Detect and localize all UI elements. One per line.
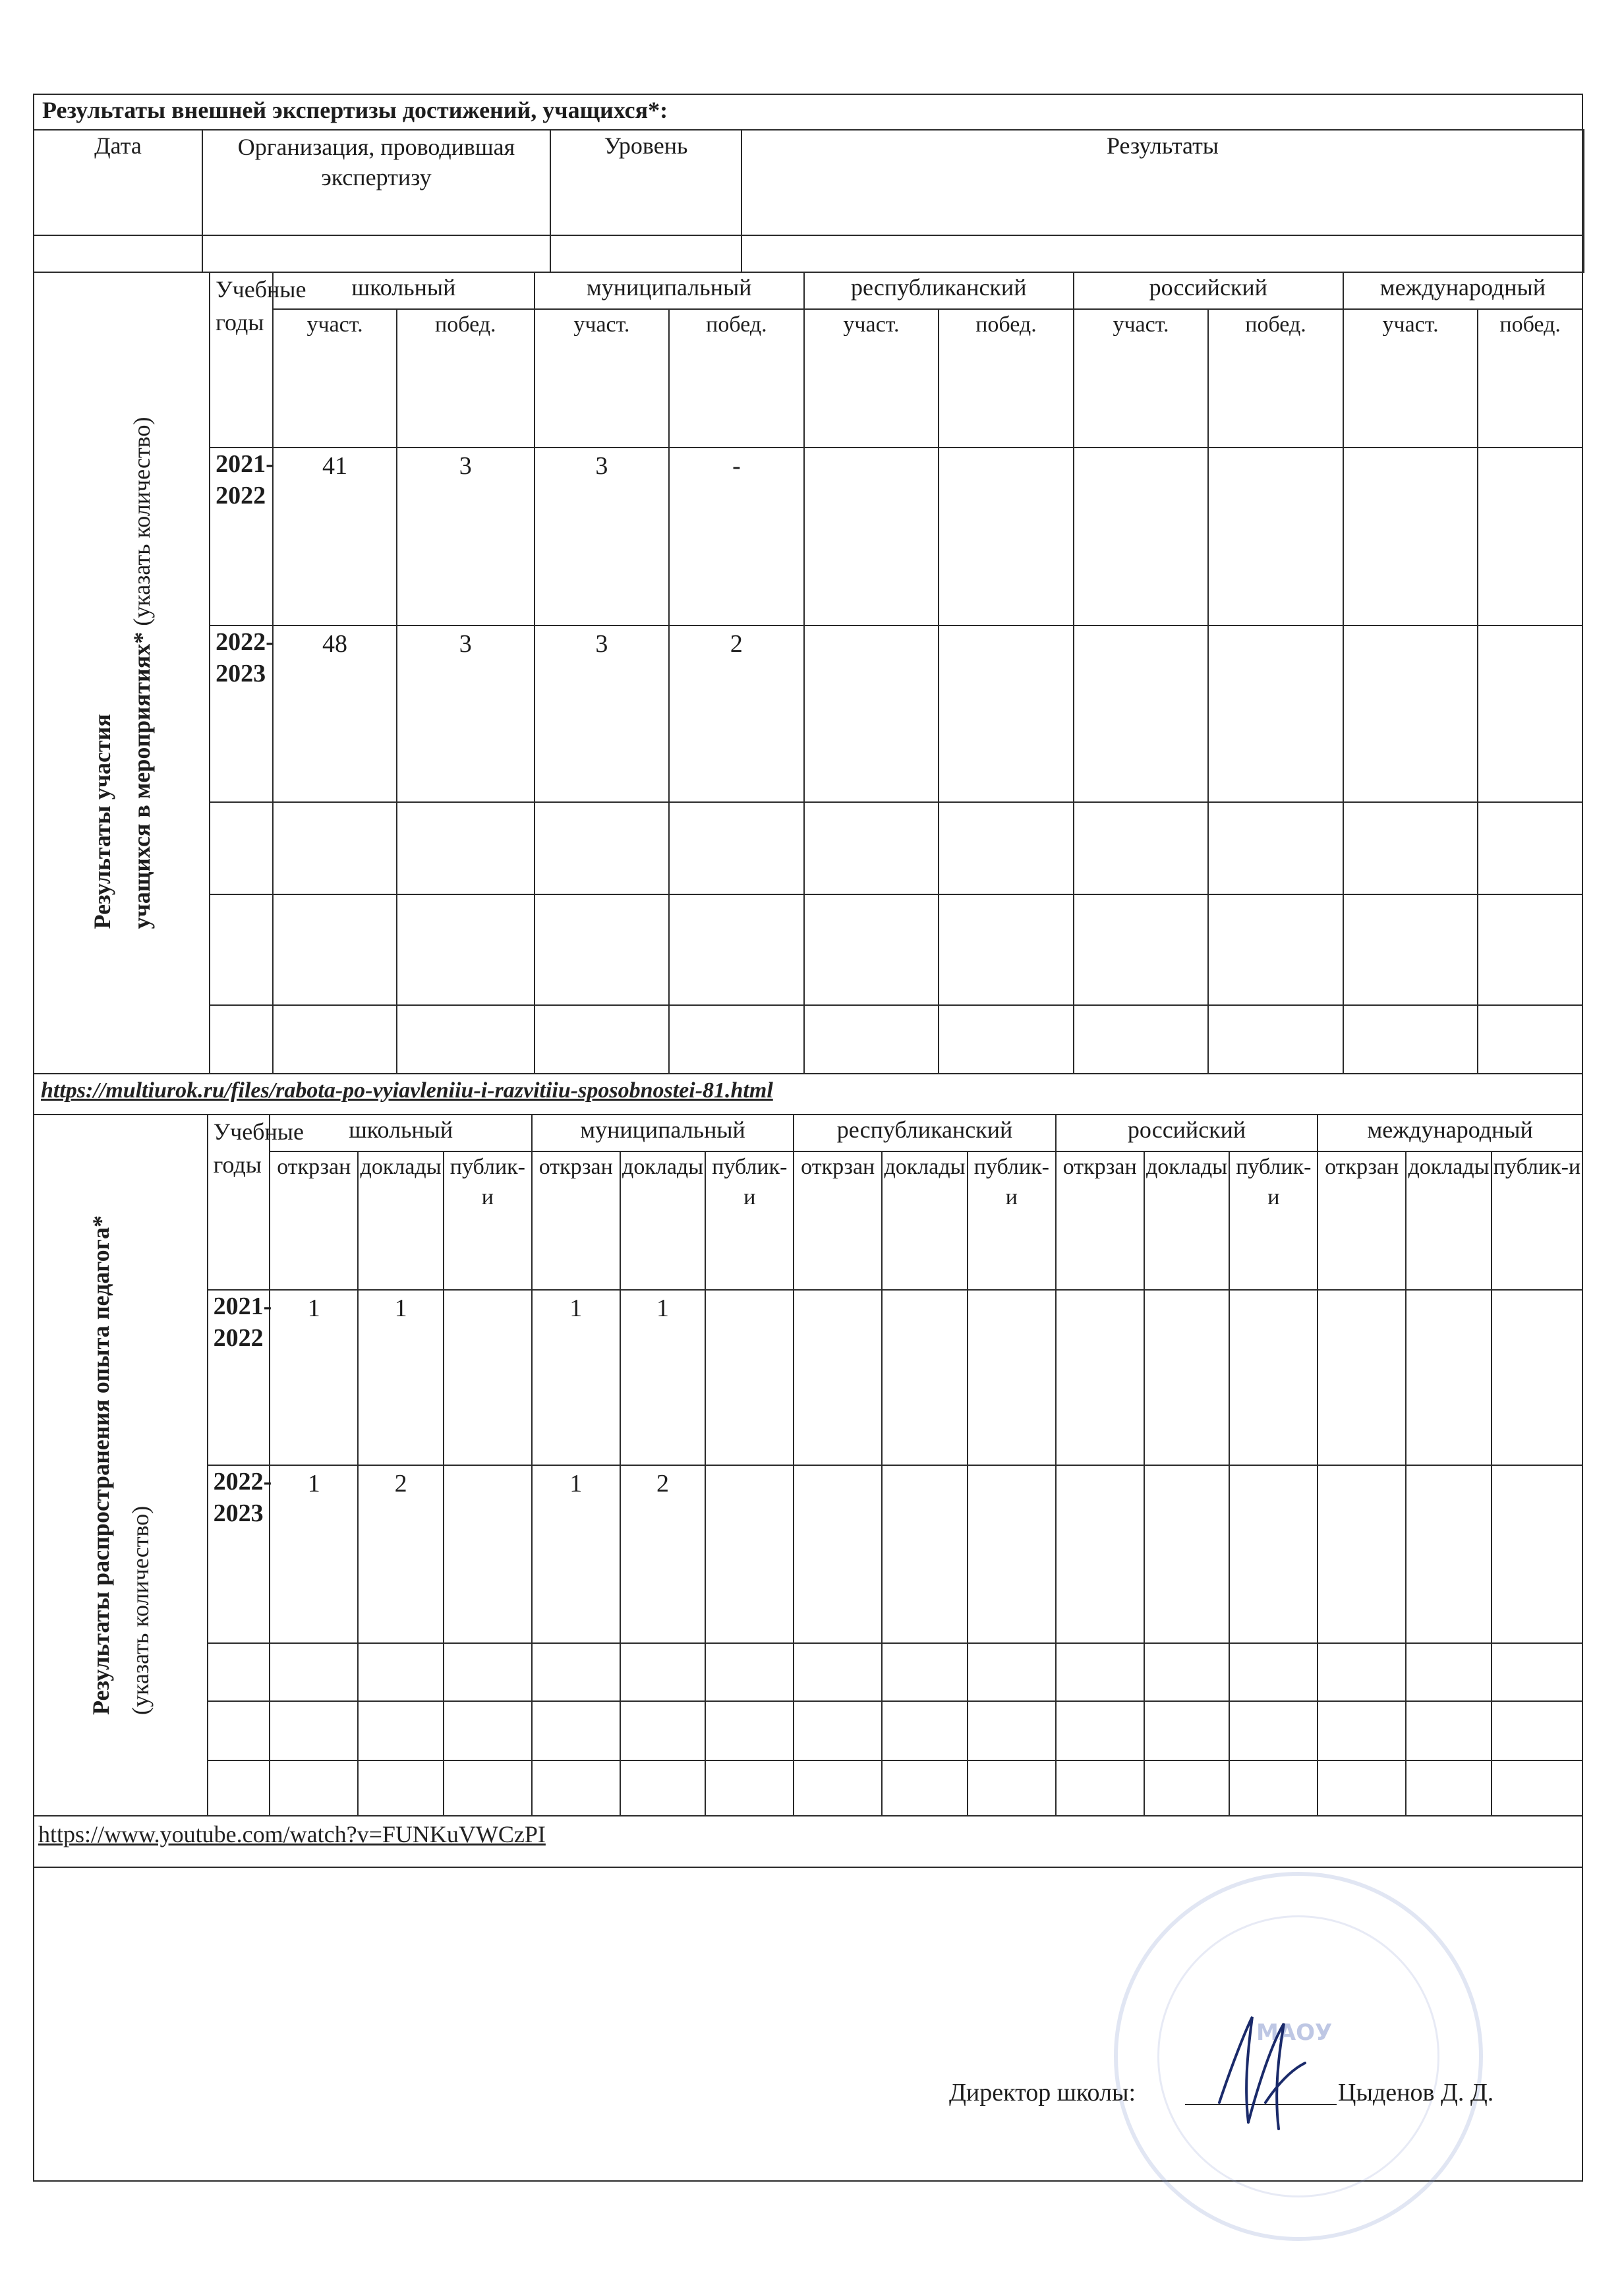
value-cell xyxy=(1208,448,1343,625)
level-republic: республиканский xyxy=(794,1115,1055,1151)
value-cell xyxy=(705,1290,794,1465)
expertise-empty-cell xyxy=(550,235,741,272)
empty-cell xyxy=(397,1005,535,1074)
empty-cell xyxy=(1492,1701,1582,1760)
level-municipal: муниципальный xyxy=(532,1115,794,1151)
level-russian: российский xyxy=(1056,1115,1318,1151)
empty-cell xyxy=(1343,1005,1478,1074)
empty-cell xyxy=(705,1643,794,1701)
side-label-bold: Результаты распространения опыта педагога* xyxy=(87,1215,114,1715)
empty-cell xyxy=(444,1760,532,1816)
participation-link[interactable]: https://multiurok.ru/files/rabota-po-vyiavleniiu-i-razvitiiu-sposobnostei-81.html xyxy=(41,1078,773,1103)
empty-cell xyxy=(1074,802,1209,894)
value-cell xyxy=(444,1290,532,1465)
value-cell: 3 xyxy=(535,448,670,625)
side-label-bold: Результаты участия xyxy=(88,714,115,929)
value-cell xyxy=(939,448,1074,625)
empty-cell xyxy=(1318,1760,1406,1816)
side-label-line: учащихся в мероприятиях* (указать количество) xyxy=(128,417,155,929)
years-header: Учебные годы xyxy=(210,272,273,448)
empty-cell xyxy=(1343,802,1478,894)
empty-cell xyxy=(1208,894,1343,1005)
empty-cell xyxy=(273,1005,397,1074)
empty-cell xyxy=(882,1760,968,1816)
sub-participants: участ. xyxy=(535,309,670,448)
link-divider xyxy=(33,1867,1583,1868)
empty-cell xyxy=(1318,1643,1406,1701)
years-header: Учебные годы xyxy=(208,1115,270,1290)
sub-publications: публик-и xyxy=(1229,1151,1318,1290)
empty-cell xyxy=(444,1643,532,1701)
expertise-empty-cell xyxy=(741,235,1584,272)
year-cell: 2022-2023 xyxy=(210,625,273,802)
empty-cell xyxy=(804,1005,939,1074)
empty-cell xyxy=(1229,1643,1318,1701)
value-cell xyxy=(1343,448,1478,625)
empty-cell xyxy=(1208,802,1343,894)
empty-cell xyxy=(1056,1643,1144,1701)
empty-cell xyxy=(1056,1701,1144,1760)
empty-cell xyxy=(1478,802,1582,894)
empty-cell xyxy=(620,1760,706,1816)
sub-publications: публик-и xyxy=(968,1151,1056,1290)
dissemination-table xyxy=(33,1114,1583,1816)
level-international: международный xyxy=(1343,272,1582,309)
empty-cell xyxy=(705,1701,794,1760)
value-cell xyxy=(1478,625,1582,802)
empty-cell xyxy=(882,1643,968,1701)
value-cell xyxy=(444,1465,532,1643)
sub-open-lessons: открзан xyxy=(794,1151,882,1290)
value-cell xyxy=(1074,448,1209,625)
value-cell: 1 xyxy=(270,1290,358,1465)
empty-cell xyxy=(1406,1701,1492,1760)
sub-open-lessons: открзан xyxy=(1318,1151,1406,1290)
value-cell xyxy=(1074,625,1209,802)
empty-cell xyxy=(939,894,1074,1005)
expertise-empty-cell xyxy=(34,235,202,272)
value-cell xyxy=(1056,1465,1144,1643)
value-cell: 1 xyxy=(358,1290,444,1465)
value-cell xyxy=(882,1465,968,1643)
empty-cell xyxy=(1492,1760,1582,1816)
sub-winners: побед. xyxy=(669,309,804,448)
empty-cell xyxy=(1208,1005,1343,1074)
sub-open-lessons: открзан xyxy=(270,1151,358,1290)
sub-open-lessons: открзан xyxy=(1056,1151,1144,1290)
level-school: школьный xyxy=(273,272,535,309)
side-label-note: (указать количество) xyxy=(127,1505,154,1715)
value-cell xyxy=(1318,1465,1406,1643)
empty-cell xyxy=(1056,1760,1144,1816)
empty-cell xyxy=(397,802,535,894)
empty-cell xyxy=(1229,1701,1318,1760)
empty-cell xyxy=(1406,1760,1492,1816)
empty-cell xyxy=(208,1701,270,1760)
empty-cell xyxy=(968,1760,1056,1816)
empty-cell xyxy=(882,1701,968,1760)
sub-reports: доклады xyxy=(1144,1151,1230,1290)
sub-publications: публик-и xyxy=(444,1151,532,1290)
sub-participants: участ. xyxy=(1343,309,1478,448)
dissemination-link[interactable]: https://www.youtube.com/watch?v=FUNKuVWCzPI xyxy=(38,1821,546,1847)
value-cell xyxy=(804,448,939,625)
empty-cell xyxy=(669,802,804,894)
value-cell: 41 xyxy=(273,448,397,625)
empty-cell xyxy=(397,894,535,1005)
empty-cell xyxy=(358,1643,444,1701)
value-cell xyxy=(939,625,1074,802)
year-cell: 2022-2023 xyxy=(208,1465,270,1643)
sub-reports: доклады xyxy=(1406,1151,1492,1290)
value-cell xyxy=(882,1290,968,1465)
dissemination-side-label xyxy=(34,1115,208,1816)
empty-cell xyxy=(358,1701,444,1760)
value-cell: 1 xyxy=(270,1465,358,1643)
level-russian: российский xyxy=(1074,272,1343,309)
level-international: международный xyxy=(1318,1115,1582,1151)
sub-winners: побед. xyxy=(1208,309,1343,448)
sub-winners: побед. xyxy=(939,309,1074,448)
value-cell xyxy=(1229,1465,1318,1643)
value-cell: 1 xyxy=(532,1465,620,1643)
value-cell: 3 xyxy=(535,625,670,802)
value-cell xyxy=(968,1290,1056,1465)
value-cell xyxy=(1144,1290,1230,1465)
empty-cell xyxy=(535,894,670,1005)
value-cell: - xyxy=(669,448,804,625)
empty-cell xyxy=(620,1643,706,1701)
empty-cell xyxy=(1492,1643,1582,1701)
sub-publications: публик-и xyxy=(1492,1151,1582,1290)
empty-cell xyxy=(270,1760,358,1816)
empty-cell xyxy=(1144,1643,1230,1701)
empty-cell xyxy=(270,1701,358,1760)
year-cell: 2021-2022 xyxy=(210,448,273,625)
value-cell: 3 xyxy=(397,625,535,802)
expertise-title: Результаты внешней экспертизы достижений, учащихся*: xyxy=(42,97,668,123)
sub-participants: участ. xyxy=(273,309,397,448)
signature-label: Директор школы: xyxy=(949,2079,1136,2106)
sub-publications: публик-и xyxy=(705,1151,794,1290)
value-cell: 1 xyxy=(532,1290,620,1465)
participation-side-label xyxy=(34,272,210,1074)
empty-cell xyxy=(1478,1005,1582,1074)
handwritten-signature xyxy=(1206,2004,1312,2135)
value-cell xyxy=(804,625,939,802)
sub-participants: участ. xyxy=(1074,309,1209,448)
value-cell: 2 xyxy=(620,1465,706,1643)
value-cell xyxy=(705,1465,794,1643)
empty-cell xyxy=(208,1643,270,1701)
value-cell xyxy=(794,1290,882,1465)
empty-cell xyxy=(358,1760,444,1816)
value-cell xyxy=(1208,625,1343,802)
value-cell: 3 xyxy=(397,448,535,625)
value-cell xyxy=(1478,448,1582,625)
empty-cell xyxy=(1144,1760,1230,1816)
empty-cell xyxy=(532,1701,620,1760)
header-organization: Организация, проводившая экспертизу xyxy=(202,130,550,235)
empty-cell xyxy=(208,1760,270,1816)
empty-cell xyxy=(1478,894,1582,1005)
empty-cell xyxy=(1229,1760,1318,1816)
participation-table xyxy=(33,272,1583,1074)
stamp-text: МАОУ xyxy=(1256,2019,1333,2046)
empty-cell xyxy=(794,1760,882,1816)
empty-cell xyxy=(210,894,273,1005)
empty-cell xyxy=(669,1005,804,1074)
empty-cell xyxy=(705,1760,794,1816)
empty-cell xyxy=(210,802,273,894)
header-results: Результаты xyxy=(741,130,1584,235)
level-republic: республиканский xyxy=(804,272,1074,309)
empty-cell xyxy=(1343,894,1478,1005)
empty-cell xyxy=(1144,1701,1230,1760)
value-cell xyxy=(1406,1290,1492,1465)
value-cell: 1 xyxy=(620,1290,706,1465)
empty-cell xyxy=(532,1643,620,1701)
level-school: школьный xyxy=(270,1115,531,1151)
value-cell xyxy=(1144,1465,1230,1643)
empty-cell xyxy=(620,1701,706,1760)
empty-cell xyxy=(444,1701,532,1760)
sub-winners: побед. xyxy=(1478,309,1582,448)
empty-cell xyxy=(1074,1005,1209,1074)
empty-cell xyxy=(968,1643,1056,1701)
expertise-table xyxy=(33,129,1584,273)
empty-cell xyxy=(535,1005,670,1074)
empty-cell xyxy=(1318,1701,1406,1760)
sub-open-lessons: открзан xyxy=(532,1151,620,1290)
empty-cell xyxy=(1074,894,1209,1005)
director-name: Цыденов Д. Д. xyxy=(1338,2079,1494,2106)
level-municipal: муниципальный xyxy=(535,272,804,309)
empty-cell xyxy=(532,1760,620,1816)
value-cell xyxy=(1406,1465,1492,1643)
value-cell xyxy=(1492,1465,1582,1643)
empty-cell xyxy=(804,802,939,894)
value-cell: 2 xyxy=(669,625,804,802)
sub-reports: доклады xyxy=(620,1151,706,1290)
empty-cell xyxy=(273,802,397,894)
empty-cell xyxy=(968,1701,1056,1760)
empty-cell xyxy=(939,802,1074,894)
value-cell xyxy=(1492,1290,1582,1465)
value-cell: 2 xyxy=(358,1465,444,1643)
header-level: Уровень xyxy=(550,130,741,235)
empty-cell xyxy=(669,894,804,1005)
empty-cell xyxy=(804,894,939,1005)
sub-reports: доклады xyxy=(882,1151,968,1290)
value-cell xyxy=(1229,1290,1318,1465)
value-cell xyxy=(1056,1290,1144,1465)
empty-cell xyxy=(1406,1643,1492,1701)
header-date: Дата xyxy=(34,130,202,235)
empty-cell xyxy=(210,1005,273,1074)
empty-cell xyxy=(270,1643,358,1701)
value-cell xyxy=(794,1465,882,1643)
value-cell xyxy=(968,1465,1056,1643)
empty-cell xyxy=(794,1701,882,1760)
empty-cell xyxy=(273,894,397,1005)
empty-cell xyxy=(939,1005,1074,1074)
empty-cell xyxy=(794,1643,882,1701)
value-cell: 48 xyxy=(273,625,397,802)
expertise-empty-cell xyxy=(202,235,550,272)
value-cell xyxy=(1343,625,1478,802)
empty-cell xyxy=(535,802,670,894)
value-cell xyxy=(1318,1290,1406,1465)
sub-participants: участ. xyxy=(804,309,939,448)
sub-reports: доклады xyxy=(358,1151,444,1290)
sub-winners: побед. xyxy=(397,309,535,448)
year-cell: 2021-2022 xyxy=(208,1290,270,1465)
